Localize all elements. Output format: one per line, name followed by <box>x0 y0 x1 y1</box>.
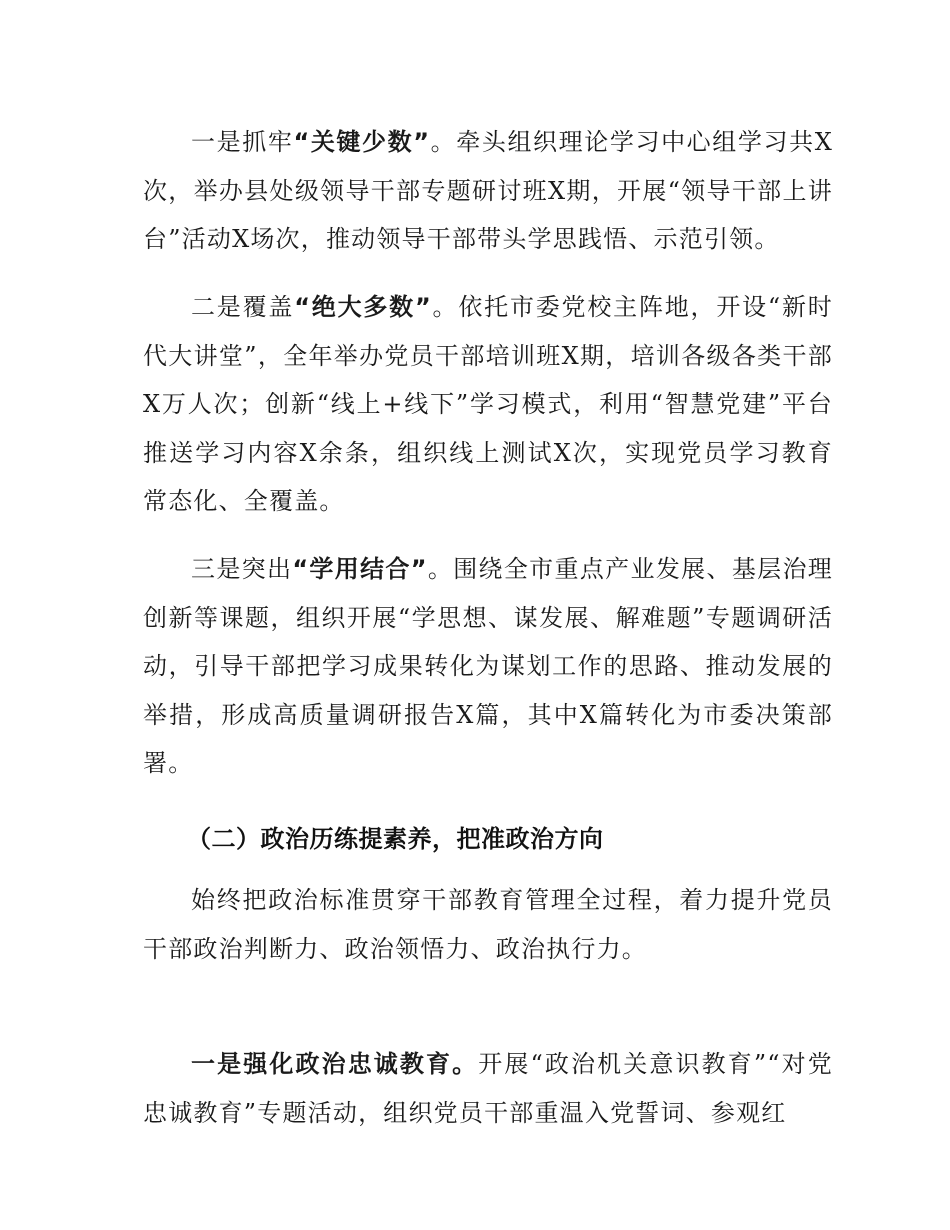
paragraph-loyalty-education <box>143 1040 833 1137</box>
paragraph-lead: 二是覆盖 <box>191 293 295 321</box>
section-intro <box>143 876 833 973</box>
section-heading: （二）政治历练提素养，把准政治方向 <box>187 825 604 853</box>
paragraph-key-minority <box>143 118 833 264</box>
paragraph-body: 。牵头组织理论学习中心组学习共X次，举办县处级领导干部专题研讨班X期，开展“领导干部上讲台”活动X场次，推动领导干部带头学思践悟、示范引领。 <box>143 128 833 253</box>
paragraph-emphasis: “绝大多数” <box>294 293 432 321</box>
paragraph-emphasis: “关键少数” <box>293 128 431 156</box>
paragraph-emphasis: 一是强化政治忠诚教育。 <box>191 1050 479 1078</box>
paragraph-vast-majority <box>143 283 833 526</box>
paragraph-lead: 三是突出 <box>191 555 293 583</box>
paragraph-learning-application <box>143 545 833 788</box>
paragraph-body: 。依托市委党校主阵地，开设“新时代大讲堂”，全年举办党员干部培训班X期，培训各级各类干部X万人次；创新“线上+线下”学习模式，利用“智慧党建”平台推送学习内容X余条，组织线上测试X次，实现党员学习教育常态化、全覆盖。 <box>143 293 834 515</box>
paragraph-body: 开展“政治机关意识教育”“对党忠诚教育”专题活动，组织党员干部重温入党誓词、参观红 <box>143 1050 833 1127</box>
section-intro-text: 始终把政治标准贯穿干部教育管理全过程，着力提升党员干部政治判断力、政治领悟力、政治执行力。 <box>143 886 833 963</box>
paragraph-body: 。围绕全市重点产业发展、基层治理创新等课题，组织开展“学思想、谋发展、解难题”专题调研活动，引导干部把学习成果转化为谋划工作的思路、推动发展的举措，形成高质量调研报告X篇，其中X篇转化为市委决策部署。 <box>143 555 834 777</box>
paragraph-lead: 一是抓牢 <box>191 128 294 156</box>
paragraph-emphasis: “学用结合” <box>292 555 428 583</box>
